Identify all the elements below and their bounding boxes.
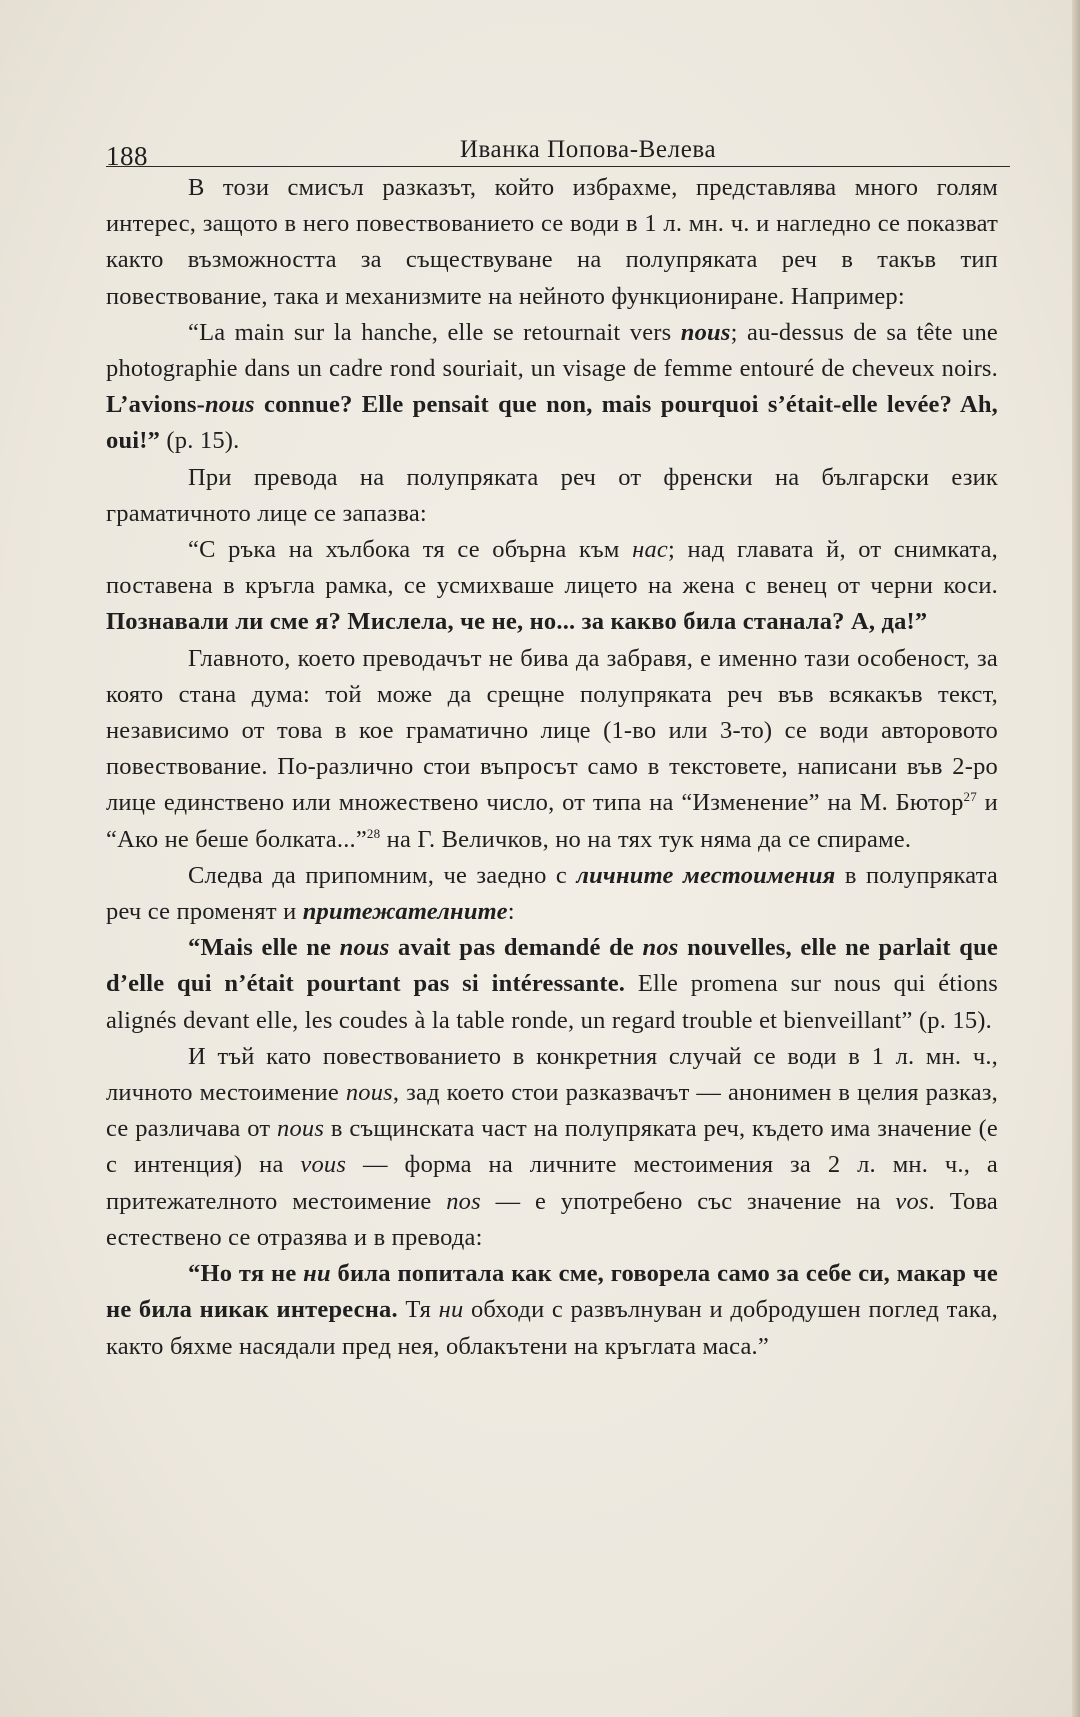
bold-italic-run: ни: [303, 1260, 331, 1288]
bold-italic-run: nous: [204, 391, 255, 419]
italic-run: vos: [895, 1187, 929, 1215]
text-run: , зад което стои разказвачът — анонимен в целия разказ, се различава от: [106, 1079, 998, 1143]
bold-italic-run: притежателните: [302, 898, 508, 926]
bold-run: била попитала как сме, говорела само за себе си, макар че не била никак интересна.: [106, 1260, 998, 1324]
page-header: [106, 124, 1010, 171]
text-run: Следва да припомним, че заедно с: [188, 861, 577, 889]
italic-run: нас: [632, 536, 668, 564]
page-body: [106, 170, 998, 1365]
text-run: :: [507, 898, 515, 926]
bold-italic-run: nos: [642, 934, 679, 962]
bold-italic-run: личните местоимения: [576, 861, 836, 889]
text-run: “С ръка на хълбока тя се обърна към: [188, 536, 633, 564]
bold-run: “Но тя не: [188, 1260, 304, 1288]
italic-run: vous: [300, 1151, 347, 1179]
bold-run: nouvelles, elle ne parlait que d’elle qui n’était pourtant pas si intéressante.: [106, 934, 998, 998]
text-run: Тя: [397, 1296, 439, 1324]
footnote-ref-27: 27: [963, 789, 977, 805]
paragraph-3: [106, 641, 998, 858]
italic-run: nous: [680, 318, 731, 346]
quote-french-1: [106, 315, 998, 460]
paragraph-5: [106, 1039, 998, 1256]
text-run: — форма на личните местоимения за 2 л. мн. ч., а притежателното местоимение: [106, 1151, 998, 1215]
text-run: на Г. Величков, но на тях тук няма да се спираме.: [380, 825, 912, 853]
text-run: — е употребено със значение на: [480, 1187, 896, 1215]
text-run: ; над главата й, от снимката, поставена в кръгла рамка, се усмихваше лицето на жена с венец от черни коси.: [106, 536, 998, 600]
text-run: “La main sur la hanche, elle se retournait vers: [188, 318, 681, 346]
bold-run: connue? Elle pensait que non, mais pourquoi s’était-elle levée? Ah, oui!”: [106, 391, 998, 455]
paragraph-2: При превода на полупряката реч от френски на български език граматичното лице се запазва:: [106, 463, 998, 527]
text-run: в същинската част на полупряката реч, където има значение (е с интенция) на: [106, 1115, 998, 1179]
text-run: (p. 15).: [160, 427, 240, 455]
bold-run: Познавали ли сме я? Мислела, че не, но... за какво била станала? А, да!”: [106, 608, 928, 636]
running-head-author: Иванка Попова-Велева: [459, 136, 717, 163]
text-run: и “Ако не беше болката...”: [106, 789, 998, 853]
text-run: Главното, което преводачът не бива да забравя, е именно тази особеност, за която стана дума: той може да срещне полупряката реч във всякакъв текст, независимо от това в кое граматично лице (1-во или 3-то) се води авторовото повествование. По-различно стои въпросът само в текстовете, написани във 2-ро лице единствено или множествено число, от типа на “Изменение” на М. Бютор: [106, 644, 998, 817]
quote-french-2: [106, 930, 998, 1039]
italic-run: nous: [277, 1115, 325, 1143]
footnote-ref-28: 28: [366, 825, 381, 841]
page-number: 188: [106, 141, 148, 171]
quote-bulgarian-1: [106, 532, 998, 641]
bold-run: L’avions-: [106, 391, 205, 419]
bold-run: avait pas demandé de: [389, 934, 643, 962]
bold-run: “Mais elle ne: [188, 934, 340, 962]
quote-bulgarian-2: [106, 1256, 998, 1365]
bold-italic-run: nous: [339, 934, 390, 962]
text-run: обходи с развълнуван и добродушен поглед така, както бяхме насядали пред нея, облакътени на кръглата маса.”: [106, 1296, 998, 1360]
text-run: ; au-dessus de sa tête une photographie dans un cadre rond souriait, un visage de femme entouré de cheveux noirs.: [106, 318, 999, 383]
italic-run: nous: [345, 1079, 393, 1107]
italic-run: ни: [438, 1296, 464, 1324]
paragraph-4: [106, 858, 998, 930]
text-run: в полупряката реч се променят и: [106, 861, 998, 926]
paragraph-1: В този смисъл разказът, който избрахме, представлява много голям интерес, защото в него повествованието се води в 1 л. мн. ч. и нагледно се показват както възможността за съществуване на полупряката реч в такъв тип повествование, така и механизмите на нейното функциониране. Например:: [106, 174, 998, 310]
text-run: И тъй като повествованието в конкретния случай се води в 1 л. мн. ч., личното местоимение: [106, 1042, 998, 1107]
italic-run: nos: [446, 1187, 481, 1215]
text-run: Elle promena sur nous qui étions alignés devant elle, les coudes à la table ronde, un regard trouble et bienveillant” (p. 15).: [106, 970, 998, 1034]
text-run: . Това естествено се отразява и в превода:: [106, 1187, 999, 1251]
page-edge-shadow: [1072, 0, 1080, 1717]
